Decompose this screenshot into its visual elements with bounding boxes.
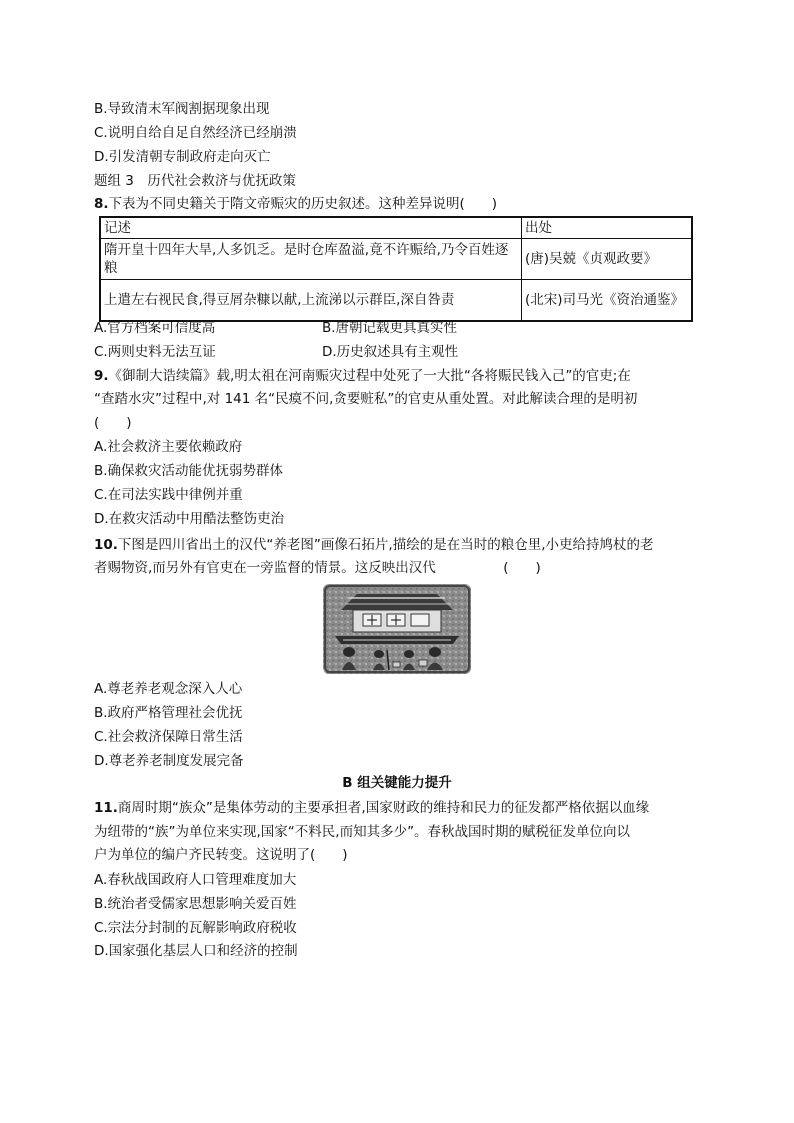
q10-option-c: C.社会救济保障日常生活 — [94, 729, 243, 745]
q9-stem-line2: “查踏水灾”过程中,对 141 名“民瘼不问,贪要赃私”的官吏从重处置。对此解读合理的是明初 — [94, 391, 638, 407]
q9-stem-line3: ( ) — [94, 415, 132, 431]
table-cell-source: (唐)吴兢《贞观政要》 — [522, 239, 693, 280]
q10-number: 10. — [94, 537, 118, 553]
stone-rubbing-image — [323, 584, 471, 674]
q9-option-a: A.社会救济主要依赖政府 — [94, 439, 243, 455]
q10-option-d: D.尊老养老制度发展完备 — [94, 753, 244, 769]
q8-stem — [94, 194, 497, 214]
q9-stem-text1: 《御制大诰续篇》载,明太祖在河南赈灾过程中处死了一大批“各将赈民钱入己”的官吏;在 — [108, 368, 631, 384]
q8-option-c: C.两则史料无法互证 — [94, 344, 216, 360]
q7-option-b: B.导致清末军阀割据现象出现 — [94, 101, 270, 117]
q7-option-c: C.说明自给自足自然经济已经崩溃 — [94, 125, 297, 141]
q10-stem-text1: 下图是四川省出土的汉代“养老图”画像石拓片,描绘的是在当时的粮仓里,小吏给持鸠杖的老 — [117, 537, 654, 553]
table-header-row — [100, 217, 692, 239]
q11-option-d: D.国家强化基层人口和经济的控制 — [94, 943, 298, 959]
q11-option-a: A.春秋战国政府人口管理难度加大 — [94, 872, 297, 888]
q11-stem-line1 — [94, 798, 649, 818]
q9-number: 9. — [94, 368, 109, 384]
section-b-title: B 组关键能力提升 — [342, 775, 452, 791]
table-row — [100, 239, 692, 280]
q11-number: 11. — [94, 800, 118, 816]
q8-number: 8. — [94, 196, 109, 212]
table-cell-source: (北宋)司马光《资治通鉴》 — [522, 280, 693, 322]
q9-option-d: D.在救灾活动中用酷法整饬吏治 — [94, 511, 285, 527]
q9-option-b: B.确保救灾活动能优抚弱势群体 — [94, 463, 284, 479]
q11-stem-line2: 为纽带的“族”为单位来实现,国家“不料民,而知其多少”。春秋战国时期的赋税征发单位向以 — [94, 824, 631, 840]
q8-source-table — [99, 216, 693, 322]
table-header-source: 出处 — [522, 217, 693, 239]
q7-option-d: D.引发清朝专制政府走向灭亡 — [94, 149, 271, 165]
q11-stem-line3: 户为单位的编户齐民转变。这说明了( ) — [94, 847, 348, 863]
q10-option-b: B.政府严格管理社会优抚 — [94, 705, 243, 721]
group3-heading: 题组 3 历代社会救济与优抚政策 — [94, 173, 296, 189]
q10-option-a: A.尊老养老观念深入人心 — [94, 681, 243, 697]
q8-stem-text: 下表为不同史籍关于隋文帝赈灾的历史叙述。这种差异说明( ) — [108, 196, 498, 212]
q11-stem-text1: 商周时期“族众”是集体劳动的主要承担者,国家财政的维持和民力的征发都严格依据以血缘 — [117, 800, 650, 816]
table-row — [100, 280, 692, 322]
q9-option-c: C.在司法实践中律例并重 — [94, 487, 243, 503]
q8-option-d: D.历史叙述具有主观性 — [322, 344, 459, 360]
q11-option-c: C.宗法分封制的瓦解影响政府税收 — [94, 920, 297, 936]
q8-option-a: A.官方档案可信度高 — [94, 320, 216, 336]
q10-stem-line2: 者赐物资,而另外有官吏在一旁监督的情景。这反映出汉代 ( ) — [94, 560, 541, 576]
q11-option-b: B.统治者受儒家思想影响关爱百姓 — [94, 896, 297, 912]
q8-option-b: B.唐朝记载更具真实性 — [322, 320, 458, 336]
q9-stem-line1 — [94, 366, 631, 386]
q10-stem-line1 — [94, 535, 654, 555]
table-cell-record: 隋开皇十四年大旱,人多饥乏。是时仓库盈溢,竟不许赈给,乃令百姓逐粮 — [100, 239, 522, 280]
table-header-record: 记述 — [100, 217, 522, 239]
table-cell-record: 上遣左右视民食,得豆屑杂糠以献,上流涕以示群臣,深自咎责 — [100, 280, 522, 322]
